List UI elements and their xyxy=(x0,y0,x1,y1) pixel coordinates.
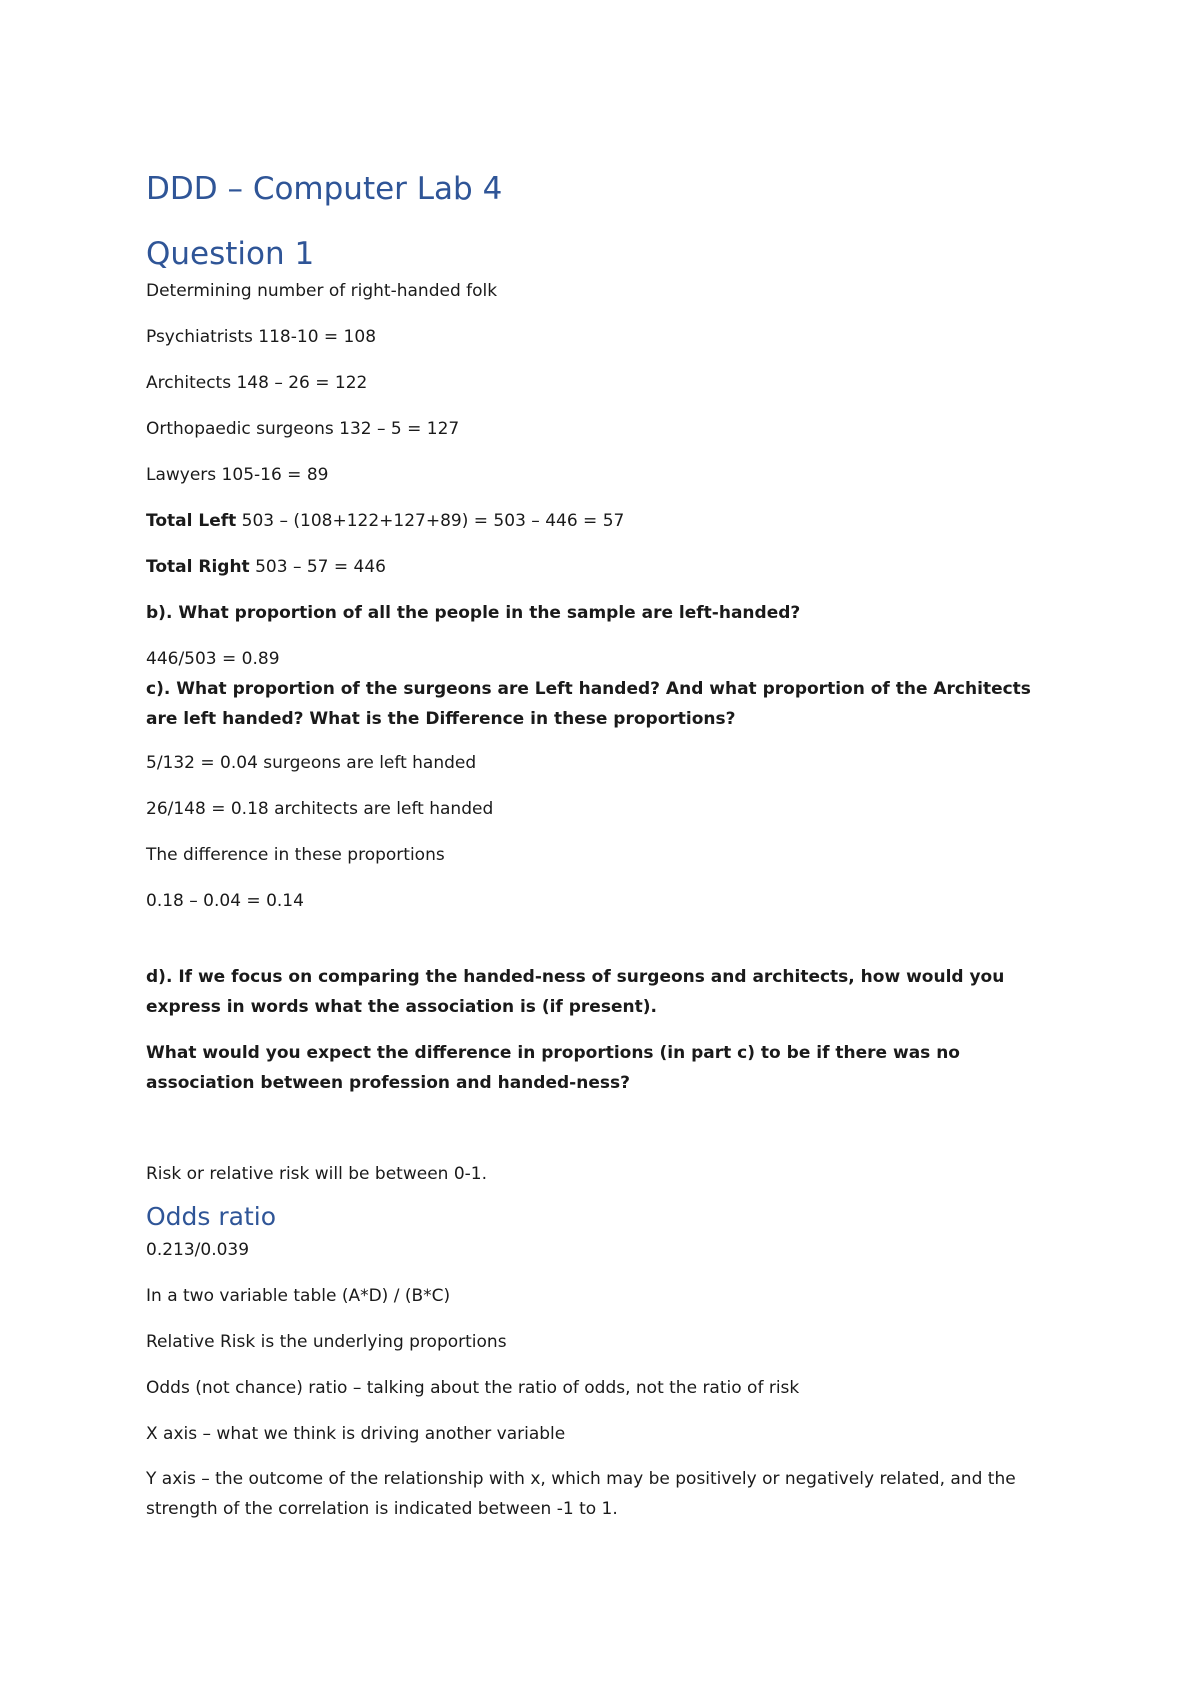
two-variable-line: In a two variable table (A*D) / (B*C) xyxy=(146,1286,451,1306)
question-c-answer-4: 0.18 – 0.04 = 0.14 xyxy=(146,891,304,911)
odds-note-line: Odds (not chance) ratio – talking about the ratio of odds, not the ratio of risk xyxy=(146,1378,800,1398)
question-b-answer: 446/503 = 0.89 xyxy=(146,649,280,669)
total-right-value: 503 – 57 = 446 xyxy=(249,557,386,577)
question-c: c). What proportion of the surgeons are Left handed? And what proportion of the Architects are left handed? What is the Difference in these proportions? xyxy=(146,679,1031,729)
lawyers-line: Lawyers 105-16 = 89 xyxy=(146,465,329,485)
psychiatrists-line: Psychiatrists 118-10 = 108 xyxy=(146,327,377,347)
total-left-value: 503 – (108+122+127+89) = 503 – 446 = 57 xyxy=(236,511,625,531)
architects-line: Architects 148 – 26 = 122 xyxy=(146,373,368,393)
risk-note: Risk or relative risk will be between 0-1. xyxy=(146,1164,487,1184)
question-1-heading: Question 1 xyxy=(146,236,315,272)
question-c-answer-1: 5/132 = 0.04 surgeons are left handed xyxy=(146,753,477,773)
question-c-answer-2: 26/148 = 0.18 architects are left handed xyxy=(146,799,494,819)
question-c-answer-3: The difference in these proportions xyxy=(146,845,445,865)
question-d: d). If we focus on comparing the handed-ness of surgeons and architects, how would you express in words what the association is (if present). xyxy=(146,967,1005,1017)
y-axis-line: Y axis – the outcome of the relationship with x, which may be positively or negatively related, and the strength of the correlation is indicated between -1 to 1. xyxy=(146,1469,1016,1519)
question-b: b). What proportion of all the people in the sample are left-handed? xyxy=(146,603,801,623)
document-title: DDD – Computer Lab 4 xyxy=(146,171,503,207)
x-axis-line: X axis – what we think is driving another variable xyxy=(146,1424,566,1444)
total-right-label: Total Right xyxy=(146,557,250,577)
surgeons-line: Orthopaedic surgeons 132 – 5 = 127 xyxy=(146,419,460,439)
relative-risk-line: Relative Risk is the underlying proportions xyxy=(146,1332,507,1352)
total-right-line xyxy=(146,556,386,578)
odds-value-line: 0.213/0.039 xyxy=(146,1240,250,1260)
total-left-line xyxy=(146,510,624,532)
odds-ratio-heading: Odds ratio xyxy=(146,1202,277,1231)
intro-line: Determining number of right-handed folk xyxy=(146,281,498,301)
total-left-label: Total Left xyxy=(146,511,237,531)
question-d-2: What would you expect the difference in proportions (in part c) to be if there was no association between profession and handed-ness? xyxy=(146,1043,960,1093)
